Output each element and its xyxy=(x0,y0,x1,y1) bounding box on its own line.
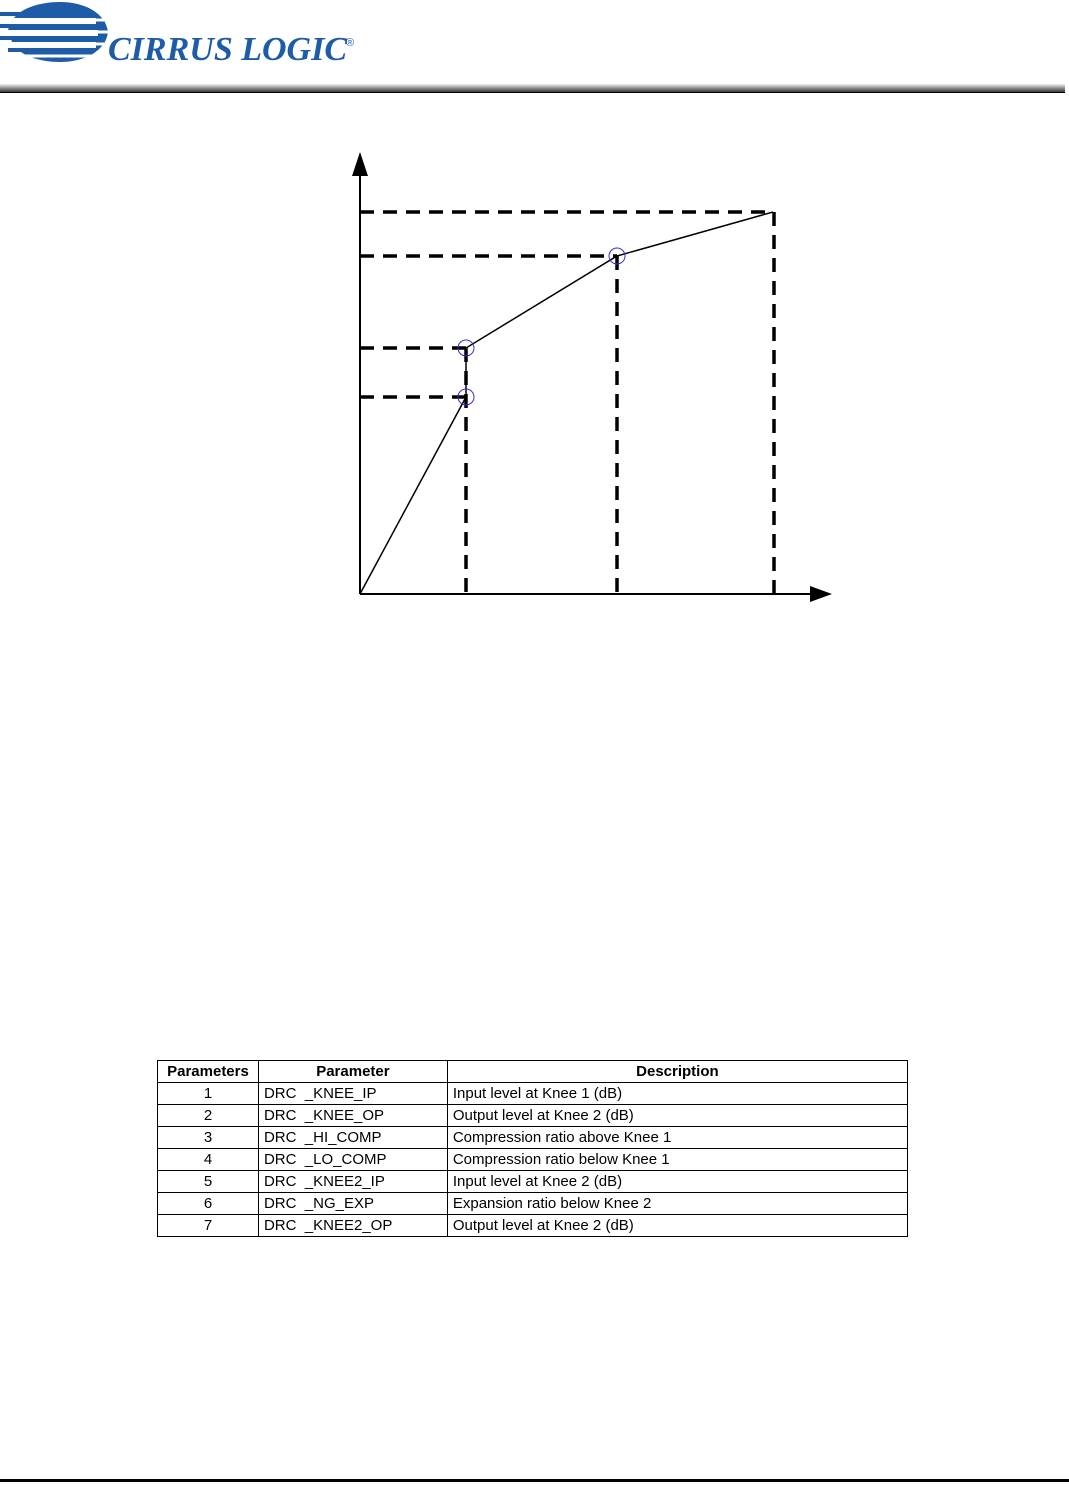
row-description: Expansion ratio below Knee 2 xyxy=(447,1193,907,1215)
row-number: 5 xyxy=(158,1171,259,1193)
row-number: 1 xyxy=(158,1083,259,1105)
table-row xyxy=(158,1193,908,1215)
row-parameter: DRC _KNEE_OP xyxy=(258,1105,447,1127)
row-parameter: DRC _NG_EXP xyxy=(258,1193,447,1215)
y-axis-arrow-icon xyxy=(352,152,368,176)
header-parameter: Parameter xyxy=(258,1061,447,1083)
row-number: 2 xyxy=(158,1105,259,1127)
drc-parameter-table xyxy=(157,1060,908,1237)
drc-transfer-diagram xyxy=(0,0,1069,640)
row-description: Compression ratio below Knee 1 xyxy=(447,1149,907,1171)
row-number: 4 xyxy=(158,1149,259,1171)
row-number: 7 xyxy=(158,1215,259,1237)
header-description: Description xyxy=(447,1061,907,1083)
brand-registered-mark: ® xyxy=(346,37,355,49)
footer-rule xyxy=(0,1479,1069,1482)
table-row xyxy=(158,1149,908,1171)
row-parameter: DRC _KNEE_IP xyxy=(258,1083,447,1105)
table-row xyxy=(158,1127,908,1149)
row-number: 3 xyxy=(158,1127,259,1149)
table-row xyxy=(158,1083,908,1105)
table-row xyxy=(158,1215,908,1237)
table-header-row xyxy=(158,1061,908,1083)
table-row xyxy=(158,1105,908,1127)
row-description: Input level at Knee 1 (dB) xyxy=(447,1083,907,1105)
row-number: 6 xyxy=(158,1193,259,1215)
header-parameters: Parameters xyxy=(158,1061,259,1083)
row-parameter: DRC _KNEE2_OP xyxy=(258,1215,447,1237)
row-parameter: DRC _HI_COMP xyxy=(258,1127,447,1149)
brand-name: CIRRUS LOGIC xyxy=(108,31,348,68)
row-parameter: DRC _KNEE2_IP xyxy=(258,1171,447,1193)
x-axis-arrow-icon xyxy=(810,586,832,602)
row-description: Input level at Knee 2 (dB) xyxy=(447,1171,907,1193)
row-description: Compression ratio above Knee 1 xyxy=(447,1127,907,1149)
transfer-curve xyxy=(360,212,773,594)
row-description: Output level at Knee 2 (dB) xyxy=(447,1215,907,1237)
row-description: Output level at Knee 2 (dB) xyxy=(447,1105,907,1127)
row-parameter: DRC _LO_COMP xyxy=(258,1149,447,1171)
table-row xyxy=(158,1171,908,1193)
